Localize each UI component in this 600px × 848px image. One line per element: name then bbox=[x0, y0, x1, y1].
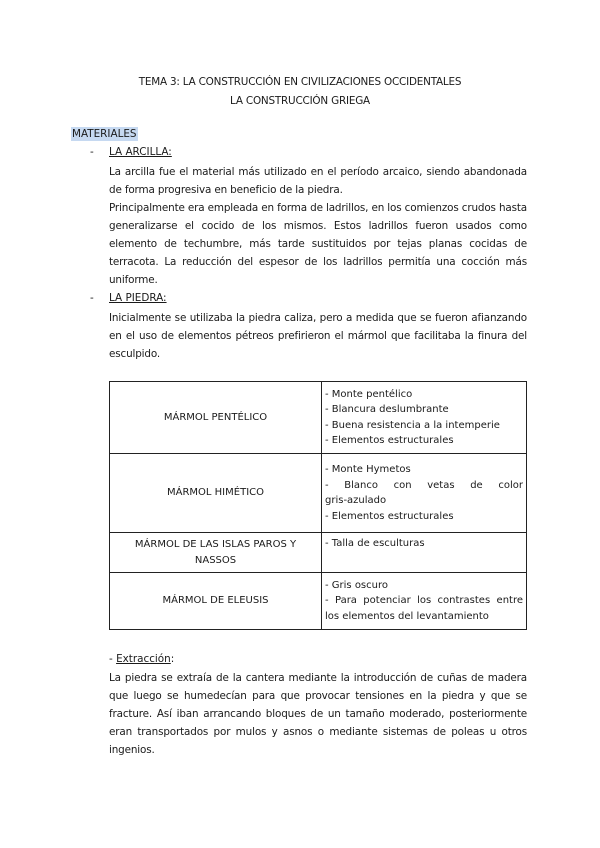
marble-description-item: - Gris oscuro bbox=[325, 579, 388, 591]
marble-description-item: - Elementos estructurales bbox=[325, 435, 454, 446]
marble-description-cell bbox=[322, 382, 527, 454]
list-dash: - bbox=[90, 146, 94, 158]
paragraph-arcilla-1: La arcilla fue el material más utilizado en el período arcaico, siendo abandonada de forma progresiva en beneficio de la piedra. bbox=[109, 166, 527, 196]
paragraph-extraccion: La piedra se extraía de la cantera mediante la introducción de cuñas de madera que luego se humedecían para que provocar tensiones en la piedra y que se fracture. Así iban arrancando bloques de un tamaño moderado, posteriormente eran transportados por mulos y asnos o mediante sistemas de poleas u otros ingenios. bbox=[109, 672, 527, 756]
marble-table bbox=[109, 381, 527, 630]
table-row bbox=[110, 533, 527, 573]
marble-name-cell: MÁRMOL PENTÉLICO bbox=[110, 382, 322, 454]
marble-description-cell bbox=[322, 533, 527, 573]
marble-name-cell: MÁRMOL DE LAS ISLAS PAROS Y NASSOS bbox=[110, 533, 322, 573]
marble-description-item: gris-azulado bbox=[325, 495, 387, 506]
marble-description-item: - Blancura deslumbrante bbox=[325, 404, 449, 415]
marble-description-item: - Talla de esculturas bbox=[325, 538, 425, 549]
extraccion-suffix: : bbox=[170, 653, 175, 665]
paragraph-arcilla-2: Principalmente era empleada en forma de ladrillos, en los comienzos crudos hasta generalizarse el cocido de los mismos. Estos ladrillos fueron usados como elemento de techumbre, más tarde sustituidos por tejas planas cocidas de terracota. La reducción del espesor de los ladrillos permitía una cocción más uniforme. bbox=[109, 202, 528, 286]
document-title: TEMA 3: LA CONSTRUCCIÓN EN CIVILIZACIONES OCCIDENTALES bbox=[138, 76, 462, 88]
document-subtitle: LA CONSTRUCCIÓN GRIEGA bbox=[230, 95, 370, 107]
section-heading-materiales: MATERIALES bbox=[72, 128, 137, 140]
list-dash: - bbox=[90, 292, 94, 304]
marble-description-item: - Monte Hymetos bbox=[325, 464, 411, 475]
subheading-arcilla: LA ARCILLA: bbox=[109, 146, 172, 158]
paragraph-piedra-1: Inicialmente se utilizaba la piedra caliza, pero a medida que se fueron afianzando en el uso de elementos pétreos prefirieron el mármol que facilitaba la finura del esculpido. bbox=[109, 312, 527, 360]
marble-description-item: - Monte pentélico bbox=[325, 388, 413, 400]
marble-description-item: los elementos del levantamiento bbox=[325, 610, 489, 622]
subheading-piedra: LA PIEDRA: bbox=[109, 292, 167, 304]
table-row bbox=[110, 573, 527, 630]
marble-description-item: - Buena resistencia a la intemperie bbox=[325, 419, 500, 431]
subheading-extraccion bbox=[109, 653, 174, 665]
table-row bbox=[110, 382, 527, 454]
marble-description-cell bbox=[322, 573, 527, 630]
marble-name-cell: MÁRMOL DE ELEUSIS bbox=[110, 573, 322, 630]
marble-description-cell bbox=[322, 454, 527, 533]
marble-description-item: - Para potenciar los contrastes entre bbox=[325, 595, 523, 607]
marble-description-item: - Blanco con vetas de color bbox=[325, 479, 523, 491]
table-row bbox=[110, 454, 527, 533]
extraccion-prefix: - bbox=[109, 653, 117, 665]
extraccion-heading: Extracción bbox=[116, 653, 171, 665]
marble-name-cell: MÁRMOL HIMÉTICO bbox=[110, 454, 322, 533]
marble-description-item: - Elementos estructurales bbox=[325, 510, 454, 522]
